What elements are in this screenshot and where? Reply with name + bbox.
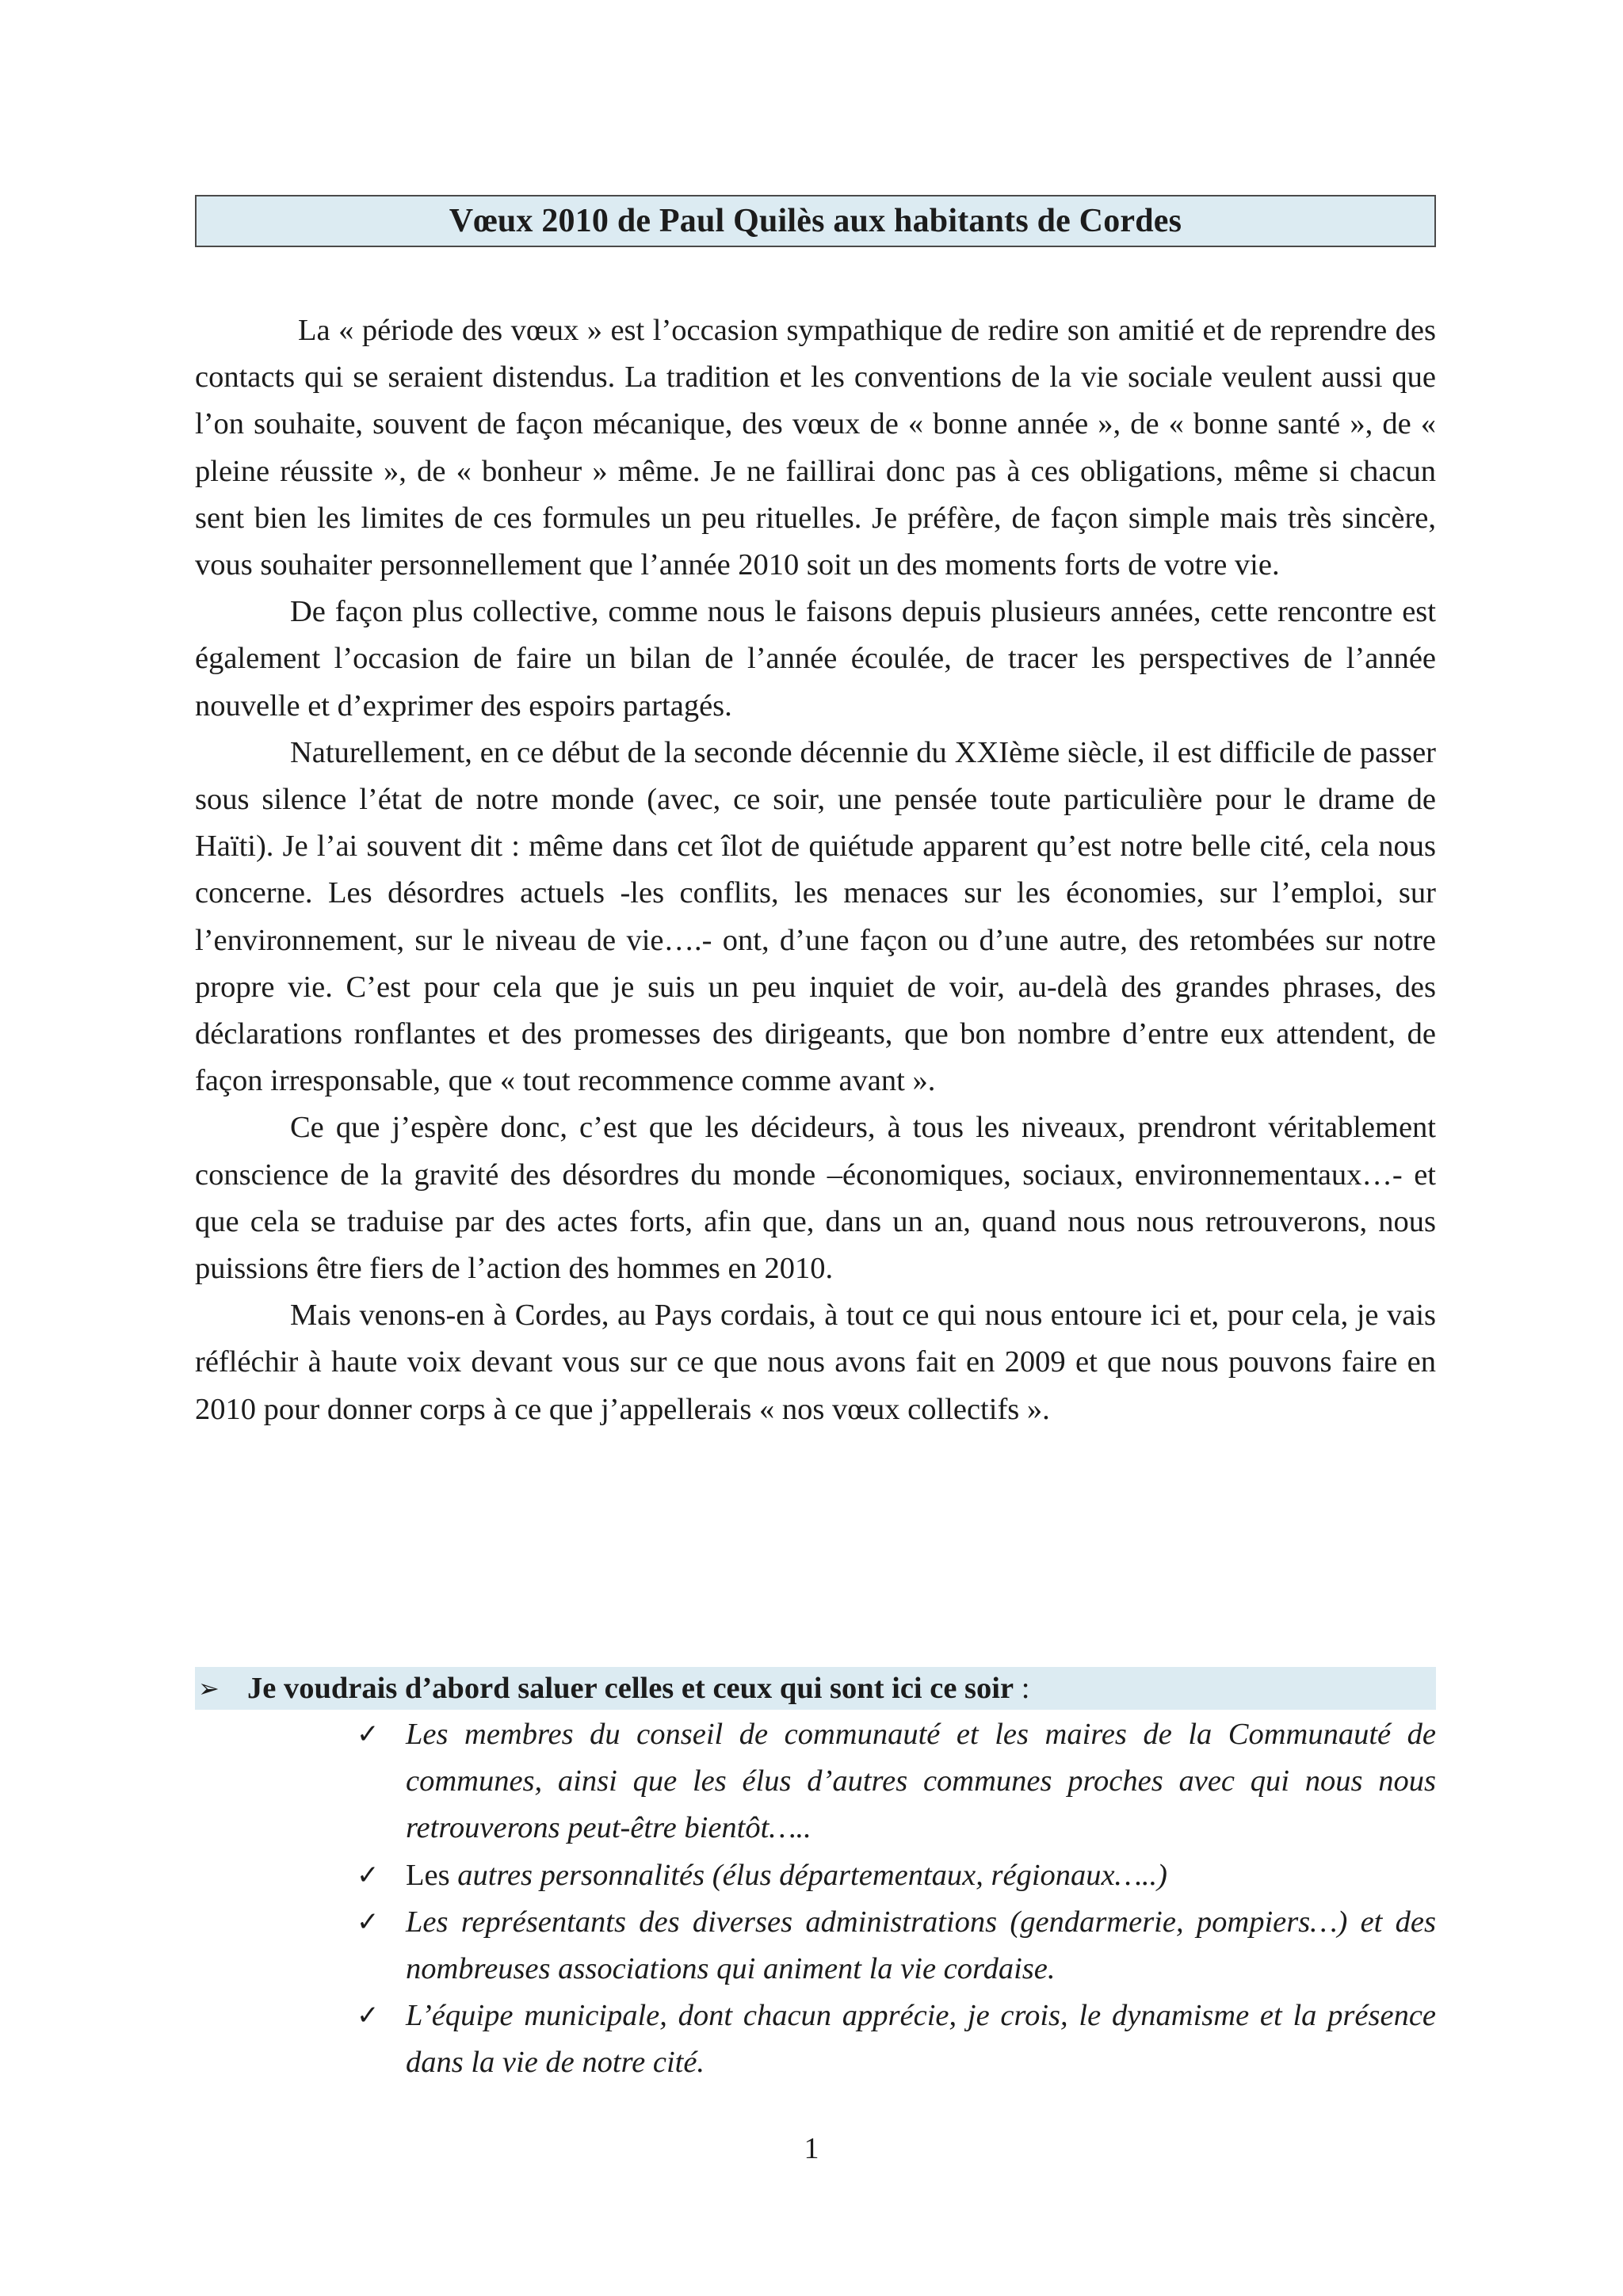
list-item-text: Les membres du conseil de communauté et les maires de la Communauté de communes, ainsi que les élus d’autres communes proches avec qui nous nous retrouverons peut-être bientôt….. [406,1718,1436,1845]
list-item-prefix: Les [406,1858,458,1892]
checkmark-icon: ✓ [357,1718,380,1750]
page-number: 1 [804,2132,819,2165]
list-item [357,1899,1436,1993]
paragraph-1: La « période des vœux » est l’occasion sympathique de redire son amitié et de reprendre des contacts qui se seraient distendus. La tradition et les conventions de la vie sociale veulent aussi que l’on souhaite, souvent de façon mécanique, des vœux de « bonne année », de « bonne santé », de « pleine réussite », de « bonheur » même. Je ne faillirai donc pas à ces obligations, même si chacun sent bien les limites de ces formules un peu rituelles. Je préfère, de façon simple mais très sincère, vous souhaiter personnellement que l’année 2010 soit un des moments forts de votre vie. [195,314,1436,582]
list-item-text: Les représentants des diverses administrations (gendarmerie, pompiers…) et des nombreuses associations qui animent la vie cordaise. [406,1905,1436,1986]
paragraph-5: Mais venons-en à Cordes, au Pays cordais, à tout ce qui nous entoure ici et, pour cela, je vais réfléchir à haute voix devant vous sur ce que nous avons fait en 2009 et que nous pouvons faire en 2010 pour donner corps à ce que j’appellerais « nos vœux collectifs ». [195,1299,1436,1426]
greeting-list [357,1711,1436,2087]
section-heading-suffix: : [1014,1672,1030,1705]
document-title: Vœux 2010 de Paul Quilès aux habitants de Cordes [195,195,1436,247]
list-item [357,1993,1436,2086]
list-item-text: L’équipe municipale, dont chacun apprécie, je crois, le dynamisme et la présence dans la vie de notre cité. [406,1999,1436,2080]
arrow-bullet-icon: ➢ [198,1674,220,1703]
checkmark-icon: ✓ [357,1905,380,1938]
list-item-text: autres personnalités (élus départementaux, régionaux…..) [457,1858,1167,1892]
section-heading [195,1667,1436,1710]
paragraph-2: De façon plus collective, comme nous le faisons depuis plusieurs années, cette rencontre est également l’occasion de faire un bilan de l’année écoulée, de tracer les perspectives de l’année nouvelle et d’exprimer des espoirs partagés. [195,595,1436,723]
checkmark-icon: ✓ [357,1859,380,1891]
paragraph-4: Ce que j’espère donc, c’est que les décideurs, à tous les niveaux, prendront véritablement conscience de la gravité des désordres du monde –économiques, sociaux, environnementaux…- et que cela se traduise par des actes forts, afin que, dans un an, quand nous nous retrouverons, nous puissions être fiers de l’action des hommes en 2010. [195,1111,1436,1286]
list-item [357,1711,1436,1852]
list-item [357,1852,1436,1899]
paragraph-3: Naturellement, en ce début de la seconde décennie du XXIème siècle, il est difficile de passer sous silence l’état de notre monde (avec, ce soir, une pensée toute particulière pour le drame de Haïti). Je l’ai souvent dit : même dans cet îlot de quiétude apparent qu’est notre belle cité, cela nous concerne. Les désordres actuels -les conflits, les menaces sur les économies, sur l’emploi, sur l’environnement, sur le niveau de vie….- ont, d’une façon ou d’une autre, des retombées sur notre propre vie. C’est pour cela que je suis un peu inquiet de voir, au-delà des grandes phrases, des déclarations ronflantes et des promesses des dirigeants, que bon nombre d’entre eux attendent, de façon irresponsable, que « tout recommence comme avant ». [195,735,1436,1098]
checkmark-icon: ✓ [357,2000,380,2032]
section-heading-label: Je voudrais d’abord saluer celles et ceux qui sont ici ce soir [247,1672,1014,1705]
body-text [195,307,1436,1433]
